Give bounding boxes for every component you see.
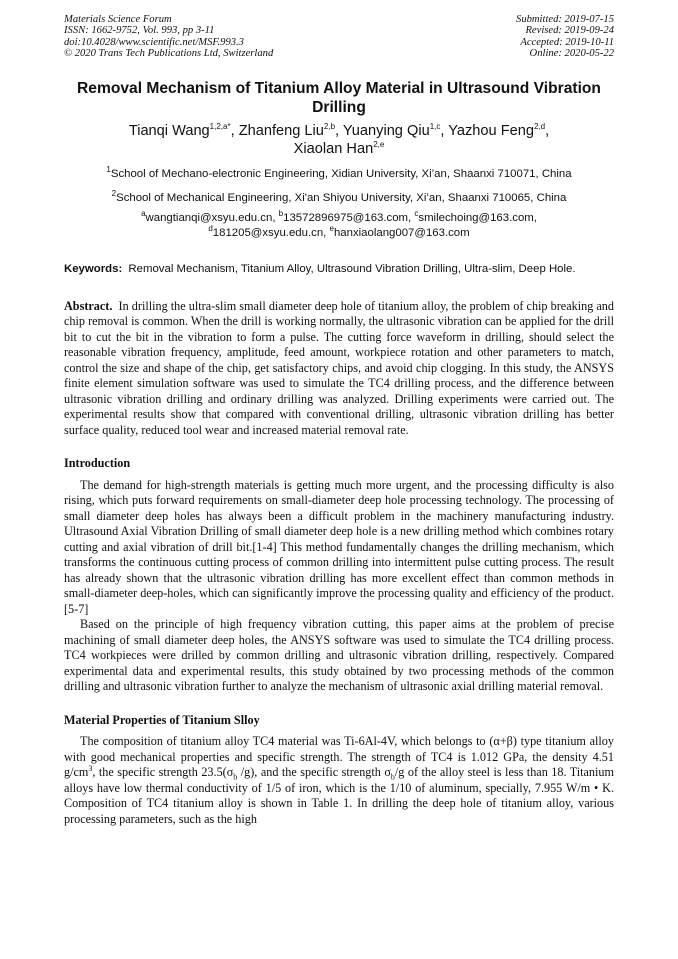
keywords-text: Removal Mechanism, Titanium Alloy, Ultrasound Vibration Drilling, Ultra-slim, Deep Hole.	[128, 263, 576, 276]
author-list	[64, 122, 614, 158]
issn: ISSN: 1662-9752, Vol. 993, pp 3-11	[64, 25, 215, 37]
keywords-label: Keywords:	[64, 263, 123, 276]
journal-header	[64, 14, 614, 59]
keywords	[64, 262, 614, 277]
author: Tianqi Wang$^{1,2,a*}$,	[128, 122, 239, 140]
affiliation-1: $^1$School of Mechano-electronic Engineering, Xidian University, Xi’an, Shaanxi 710071, China	[106, 165, 572, 181]
copyright: © 2020 Trans Tech Publications Ltd, Switzerland	[64, 47, 274, 59]
journal-name: Materials Science Forum	[64, 14, 172, 25]
doi: doi:10.4028/www.scientific.net/MSF.993.3	[64, 36, 244, 48]
materials-paragraph-1: The composition of titanium alloy TC4 material was Ti-6Al-4V, which belongs to (α+β) type titanium alloy with good mechanical properties and specific strength. The strength of TC4 is 1.012 GPa, the density 4.51 $g/cm^3$, the specific strength $23.5(\sigma_b$ /g), and the specific strength $\sigma_b/g$ of the alloy steel is less than 18. Titanium alloys have low thermal conductivity of 1/5 of iron, which is the 1/10 of aluminum, specially, 7.955 W/m • K. Composition of TC4 titanium alloy is shown in Table 1. In drilling the deep hole of titanium alloy, various processing parameters, such as the high	[64, 734, 614, 826]
paper-title: Removal Mechanism of Titanium Alloy Material in Ultrasound Vibration Drilling	[77, 80, 601, 117]
journal-info	[64, 14, 273, 59]
email-link[interactable]: $^a$wangtianqi@xsyu.edu.cn,	[141, 209, 279, 225]
section-heading-introduction: Introduction	[64, 456, 131, 471]
revised-date: Revised: 2019-09-24	[525, 25, 614, 37]
intro-paragraph-1: The demand for high-strength materials is getting much more urgent, and the processing difficulty is also rising, which puts forward requirements on small-diameter deep hole processing technology. The processing of small diameter deep holes has always been a difficult problem in the machinery manufacturing industry. Ultrasound Axial Vibration Drilling of small diameter deep hole is a new drilling method which combines rotary cutting and axial vibration of drill bit.[1-4] This method fundamentally changes the drilling mechanism, which transforms the continuous cutting process of common drilling into intermittent pulse cutting process. The result has already shown that the ultrasonic vibration drilling has more excellent effect than common methods in small-diameter deep-holes, which can significantly improve the processing quality and efficiency of the product.[5-7]	[64, 477, 614, 616]
author: Xiaolan Han$^{2,e}$	[293, 140, 385, 158]
author: Zhanfeng Liu$^{2,b}$,	[238, 122, 343, 140]
submitted-date: Submitted: 2019-07-15	[516, 14, 614, 25]
author: Yuanying Qiu$^{1,c}$,	[342, 122, 449, 140]
accepted-date: Accepted: 2019-10-11	[520, 36, 614, 48]
email-line-1	[64, 211, 614, 226]
online-date: Online: 2020-05-22	[529, 47, 614, 59]
abstract-text: In drilling the ultra-slim small diameter deep hole of titanium alloy, the problem of chip breaking and chip removal is common. When the drill is working normally, the ultrasonic vibration can be applied for the drill bit to cut the bit in the vibration to form a pulse. The cutting force waveform in drilling, should select the reasonable vibration frequency, amplitude, feed amount, workpiece rotation and other parameters to match, control the size and shape of the chip, get satisfactory chips, and avoid chip clogging. In this study, the ANSYS finite element simulation software was used to simulate the TC4 drilling process, and the difference between ultrasonic vibration drilling and ordinary drilling was analyzed. Drilling experiments were carried out. The experimental results show that compared with conventional drilling, ultrasonic vibration drilling has better surface quality, reduced tool wear and increased material removal rate.	[64, 298, 614, 437]
email-link[interactable]: $^e$hanxiaolang007@163.com	[329, 224, 470, 240]
author: Yazhou Feng$^{2,d}$,	[448, 122, 550, 140]
email-line-2	[64, 226, 614, 241]
publication-dates	[516, 14, 614, 59]
intro-paragraph-2: Based on the principle of high frequency vibration cutting, this paper aims at the problem of precise machining of small diameter deep holes, the ANSYS software was used to simulate the TC4 drilling process. TC4 workpieces were drilled by common drilling and ultrasonic vibration drilling, respectively. Compared experimental data and experimental results, this study obtained by two processing methods of the common drilling and ultrasonic vibration further to analyze the mechanism of ultrasonic axial drilling material removal.	[64, 617, 614, 694]
author-emails	[64, 211, 614, 241]
abstract-label: Abstract.	[64, 298, 113, 313]
email-link[interactable]: $^d$181205@xsyu.edu.cn,	[208, 224, 330, 240]
section-heading-materials: Material Properties of Titanium Slloy	[64, 712, 260, 727]
email-link[interactable]: $^c$smilechoing@163.com,	[414, 209, 537, 225]
abstract	[64, 299, 614, 439]
affiliation-2: $^2$School of Mechanical Engineering, Xi'an Shiyou University, Xi’an, Shaanxi 710065, China	[111, 189, 567, 205]
email-link[interactable]: $^b$13572896975@163.com,	[278, 209, 415, 225]
